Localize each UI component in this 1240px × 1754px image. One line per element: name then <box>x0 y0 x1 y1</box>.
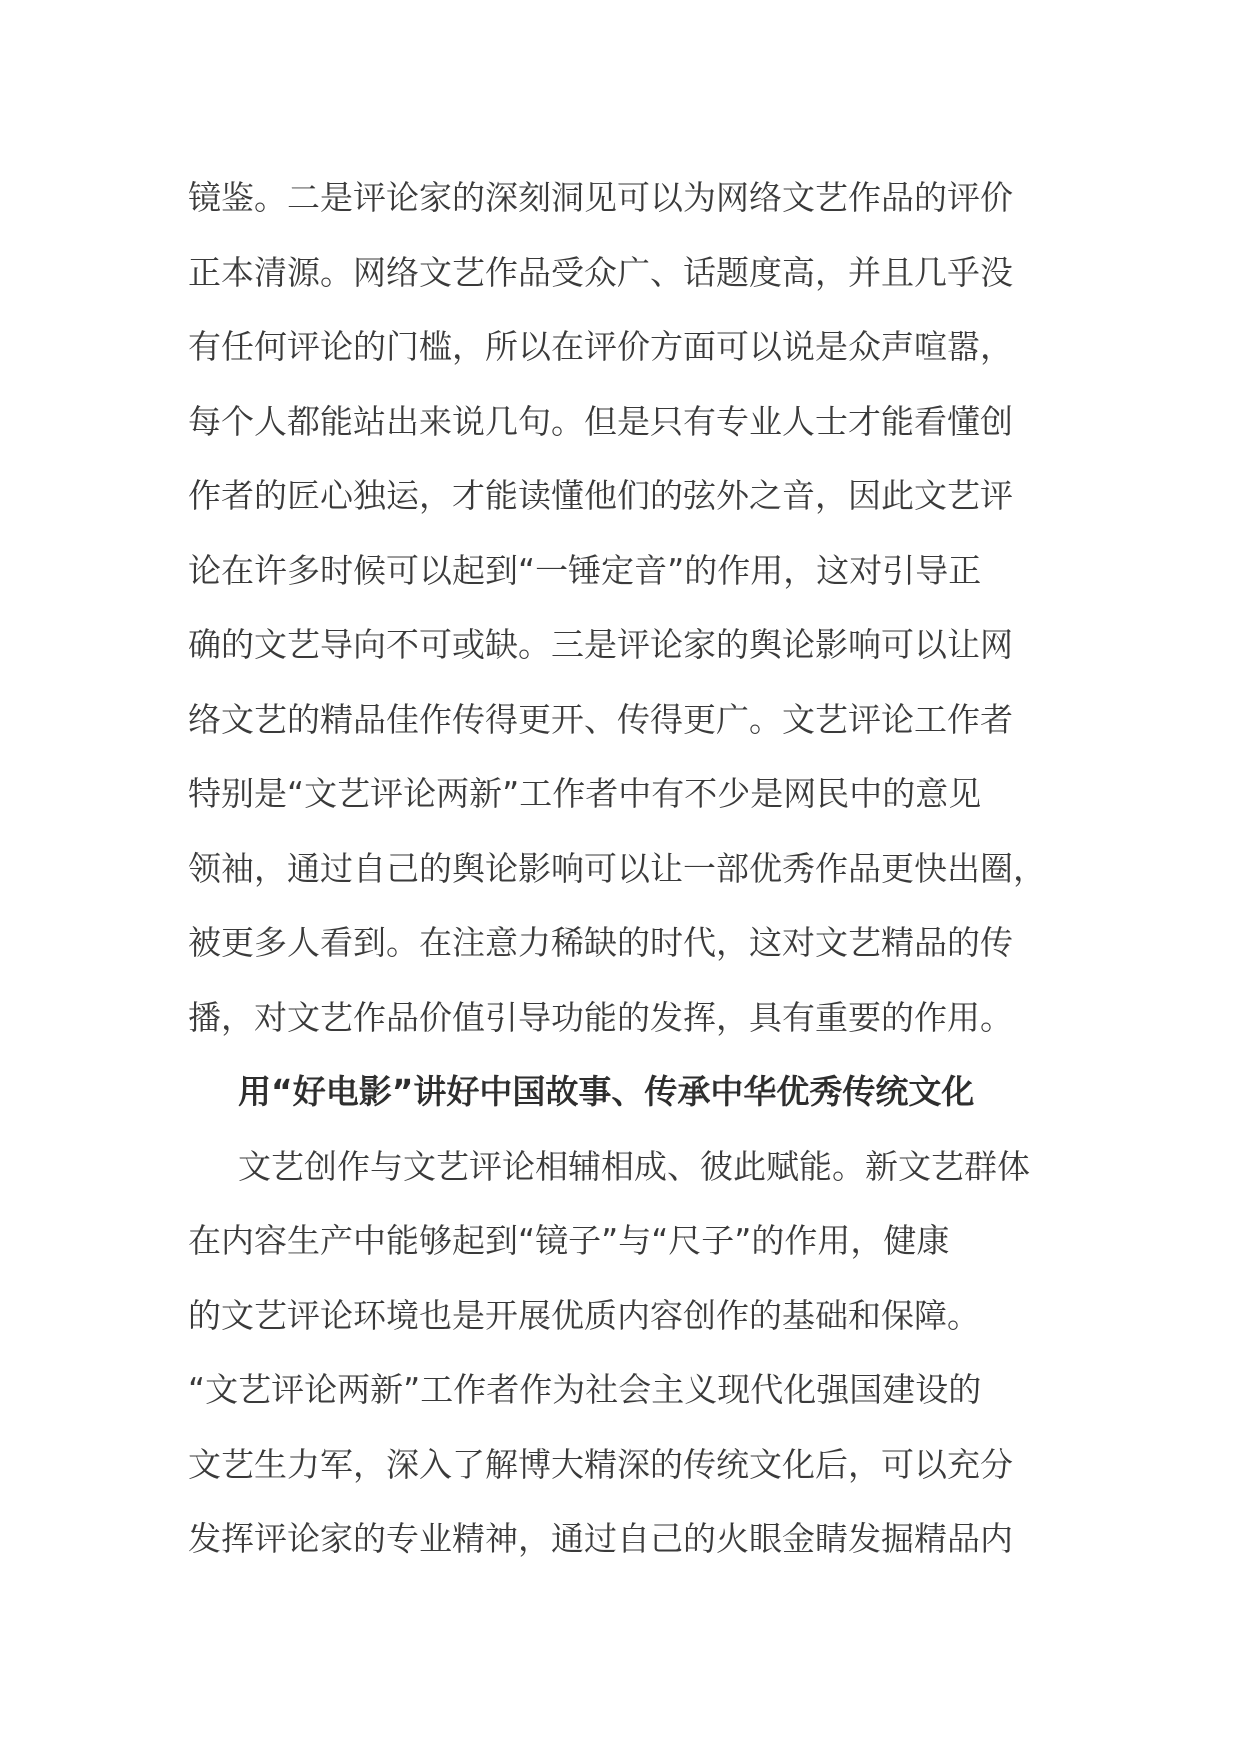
body-text <box>188 168 1068 1584</box>
paragraph-line: 作者的匠心独运，才能读懂他们的弦外之音，因此文艺评 <box>188 476 1013 515</box>
paragraph-line: 的文艺评论环境也是开展优质内容创作的基础和保障。 <box>188 1295 980 1335</box>
paragraph-line: 被更多人看到。在注意力稀缺的时代，这对文艺精品的传 <box>188 923 1013 962</box>
paragraph-line: 镜鉴。二是评论家的深刻洞见可以为网络文艺作品的评价 <box>188 178 1013 217</box>
paragraph-line: 文艺生力军，深入了解博大精深的传统文化后，可以充分 <box>188 1444 1013 1484</box>
paragraph-line: 领袖，通过自己的舆论影响可以让一部优秀作品更快出圈， <box>188 848 1046 888</box>
paragraph-line: 文艺创作与文艺评论相辅相成、彼此赋能。新文艺群体 <box>238 1146 1030 1186</box>
paragraph-line: 在内容生产中能够起到“镜子”与“尺子”的作用，健康 <box>188 1221 950 1260</box>
paragraph-line: 正本清源。网络文艺作品受众广、话题度高，并且几乎没 <box>188 252 1013 292</box>
paragraph-line: 论在许多时候可以起到“一锤定音”的作用，这对引导正 <box>188 550 982 590</box>
paragraph-line: 确的文艺导向不可或缺。三是评论家的舆论影响可以让网 <box>188 625 1013 664</box>
paragraph-line: 有任何评论的门槛，所以在评价方面可以说是众声喧嚣， <box>188 327 1013 366</box>
paragraph-line: 每个人都能站出来说几句。但是只有专业人士才能看懂创 <box>188 401 1013 441</box>
paragraph-line: 发挥评论家的专业精神，通过自己的火眼金睛发掘精品内 <box>188 1519 1013 1558</box>
paragraph-line: 播，对文艺作品价值引导功能的发挥，具有重要的作用。 <box>188 997 1013 1037</box>
paragraph-line: 特别是“文艺评论两新”工作者中有不少是网民中的意见 <box>188 774 982 813</box>
paragraph-line: 络文艺的精品佳作传得更开、传得更广。文艺评论工作者 <box>188 699 1013 739</box>
section-heading: 用“好电影”讲好中国故事、传承中华优秀传统文化 <box>238 1072 975 1111</box>
paragraph-line: “文艺评论两新”工作者作为社会主义现代化强国建设的 <box>188 1370 982 1409</box>
